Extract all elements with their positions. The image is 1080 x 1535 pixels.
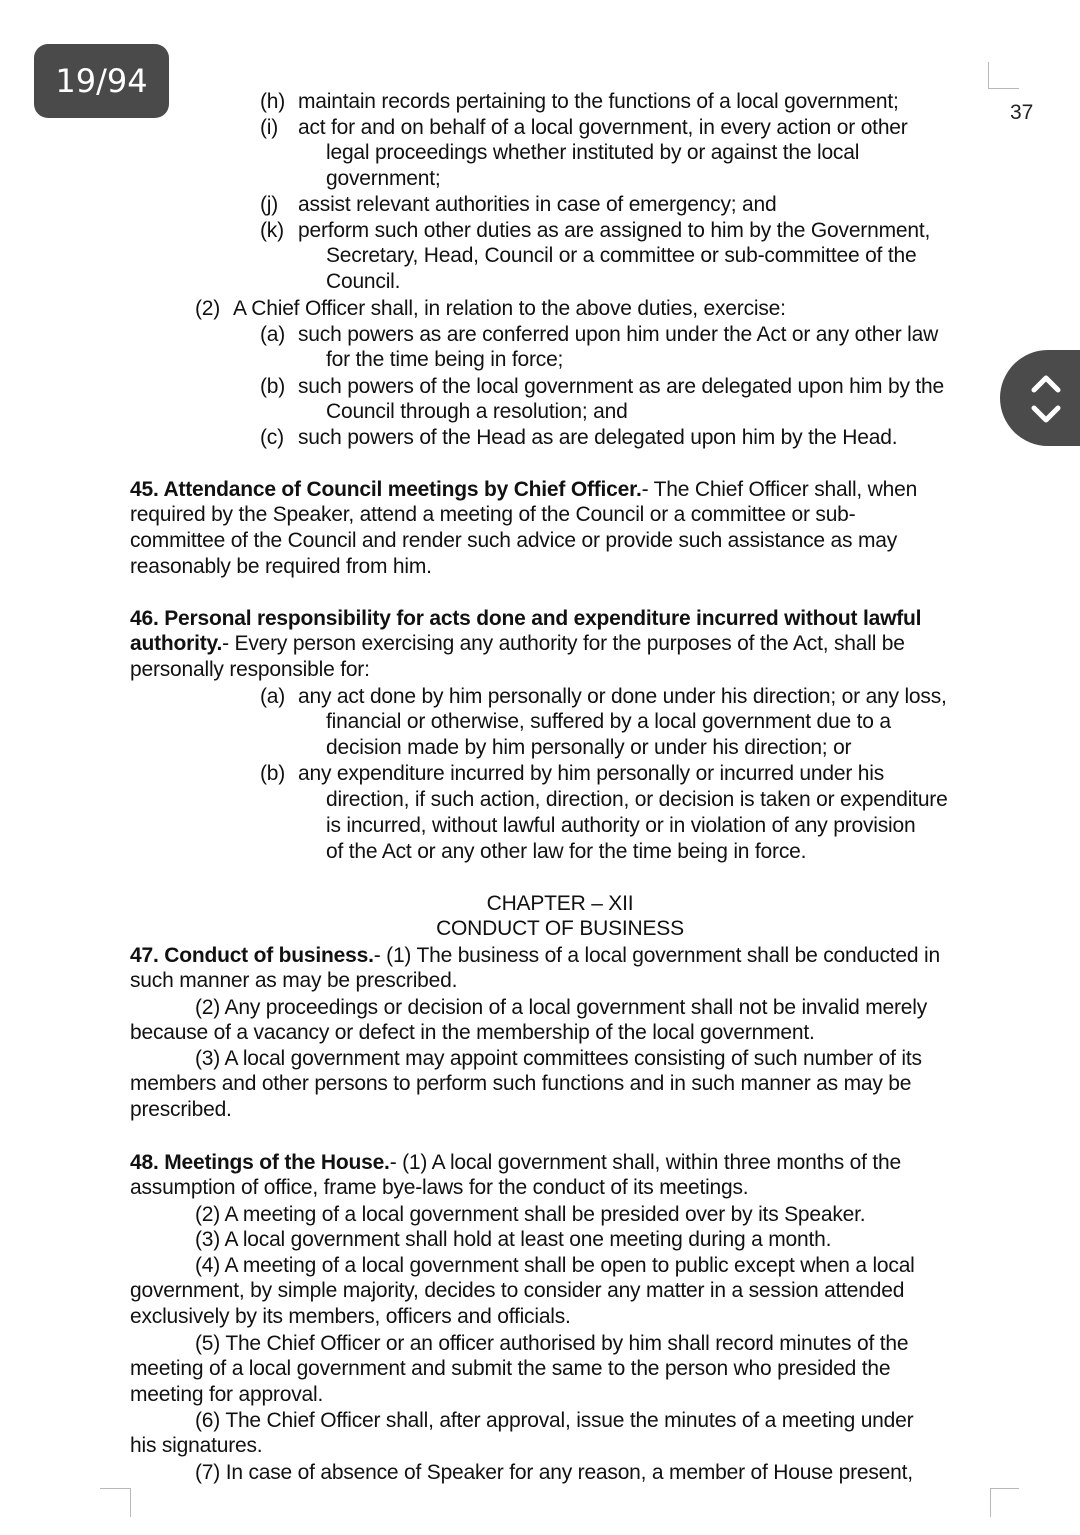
section-text: exclusively by its members, officers and officials. <box>130 1305 571 1328</box>
section-text: (3) A local government shall hold at least one meeting during a month. <box>195 1228 832 1251</box>
item-label: (c) <box>260 426 284 449</box>
section-text: committee of the Council and render such advice or provide such assistance as may <box>130 529 898 552</box>
item-label: (h) <box>260 90 286 113</box>
item-text: direction, if such action, direction, or decision is taken or expenditure <box>326 788 948 811</box>
item-label: (i) <box>260 116 279 139</box>
next-page-button[interactable] <box>1022 398 1070 434</box>
page-indicator[interactable]: 19/94 <box>34 44 169 118</box>
section-text: - The Chief Officer shall, when <box>641 478 918 501</box>
section-47-paragraph <box>130 943 940 969</box>
item-label: (a) <box>260 323 286 346</box>
section-text: (6) The Chief Officer shall, after approval, issue the minutes of a meeting under <box>195 1409 914 1432</box>
section-text: personally responsible for: <box>130 658 370 681</box>
item-text: such powers of the local government as are delegated upon him by the <box>298 375 944 398</box>
section-48-paragraph <box>130 1150 901 1176</box>
subsection-label: (2) <box>195 297 221 320</box>
section-text: assumption of office, frame bye-laws for the conduct of its meetings. <box>130 1176 749 1199</box>
item-text: Secretary, Head, Council or a committee or sub-committee of the <box>326 244 917 267</box>
item-text: perform such other duties as are assigned to him by the Government, <box>298 219 931 242</box>
crop-mark-top-right <box>988 62 1019 89</box>
item-text: assist relevant authorities in case of emergency; and <box>298 193 777 216</box>
item-label: (a) <box>260 685 286 708</box>
previous-page-button[interactable] <box>1022 364 1070 400</box>
section-text: (4) A meeting of a local government shall be open to public except when a local <box>195 1254 915 1277</box>
section-heading: 48. Meetings of the House. <box>130 1151 390 1174</box>
item-text: any expenditure incurred by him personally or incurred under his <box>298 762 885 785</box>
item-label: (b) <box>260 375 286 398</box>
section-text: such manner as may be prescribed. <box>130 969 458 992</box>
item-text: such powers as are conferred upon him under the Act or any other law <box>298 323 939 346</box>
page-number-overlay: 37 <box>1010 101 1034 124</box>
crop-mark-bottom-left <box>100 1488 131 1517</box>
item-label: (b) <box>260 762 286 785</box>
section-text: reasonably be required from him. <box>130 555 432 578</box>
item-text: of the Act or any other law for the time being in force. <box>326 840 807 863</box>
chevron-down-icon <box>1022 398 1070 434</box>
section-text: meeting of a local government and submit the same to the person who presided the <box>130 1357 891 1380</box>
section-text: - (1) The business of a local government shall be conducted in <box>373 944 940 967</box>
item-text: government; <box>326 167 441 190</box>
item-text: financial or otherwise, suffered by a local government due to a <box>326 710 891 733</box>
item-text: Council through a resolution; and <box>326 400 628 423</box>
section-text: his signatures. <box>130 1434 263 1457</box>
section-text: members and other persons to perform such functions and in such manner as may be <box>130 1072 912 1095</box>
section-text: (3) A local government may appoint committees consisting of such number of its <box>195 1047 922 1070</box>
section-text: (2) Any proceedings or decision of a local government shall not be invalid merely <box>195 996 928 1019</box>
item-text: for the time being in force; <box>326 348 564 371</box>
item-text: is incurred, without lawful authority or in violation of any provision <box>326 814 916 837</box>
section-text: required by the Speaker, attend a meeting of the Council or a committee or sub- <box>130 503 856 526</box>
item-text: any act done by him personally or done under his direction; or any loss, <box>298 685 947 708</box>
item-text: decision made by him personally or under his direction; or <box>326 736 852 759</box>
section-heading: 47. Conduct of business. <box>130 944 374 967</box>
chapter-number: CHAPTER – XII <box>486 892 634 915</box>
section-text: prescribed. <box>130 1098 232 1121</box>
crop-mark-bottom-right <box>990 1488 1019 1517</box>
item-label: (j) <box>260 193 279 216</box>
item-text: Council. <box>326 270 401 293</box>
section-text: government, by simple majority, decides to consider any matter in a session attended <box>130 1279 905 1302</box>
item-text: act for and on behalf of a local government, in every action or other <box>298 116 908 139</box>
section-heading: 45. Attendance of Council meetings by Chief Officer. <box>130 478 642 501</box>
section-45-paragraph <box>130 477 917 503</box>
section-heading: 46. Personal responsibility for acts done and expenditure incurred without lawful <box>130 607 922 630</box>
section-text: because of a vacancy or defect in the membership of the local government. <box>130 1021 815 1044</box>
section-text: (5) The Chief Officer or an officer authorised by him shall record minutes of the <box>195 1332 909 1355</box>
item-label: (k) <box>260 219 284 242</box>
section-heading: authority. <box>130 632 223 655</box>
chapter-title: CONDUCT OF BUSINESS <box>436 917 684 940</box>
section-text: meeting for approval. <box>130 1383 324 1406</box>
section-46-paragraph <box>130 631 905 657</box>
item-text: maintain records pertaining to the functions of a local government; <box>298 90 899 113</box>
section-text: - (1) A local government shall, within three months of the <box>389 1151 902 1174</box>
chevron-up-icon <box>1022 364 1070 400</box>
item-text: such powers of the Head as are delegated upon him by the Head. <box>298 426 898 449</box>
item-text: legal proceedings whether instituted by or against the local <box>326 141 860 164</box>
subsection-text: A Chief Officer shall, in relation to the above duties, exercise: <box>233 297 786 320</box>
section-text: (2) A meeting of a local government shall be presided over by its Speaker. <box>195 1203 866 1226</box>
section-text: (7) In case of absence of Speaker for any reason, a member of House present, <box>195 1461 913 1484</box>
section-text: - Every person exercising any authority for the purposes of the Act, shall be <box>222 632 905 655</box>
